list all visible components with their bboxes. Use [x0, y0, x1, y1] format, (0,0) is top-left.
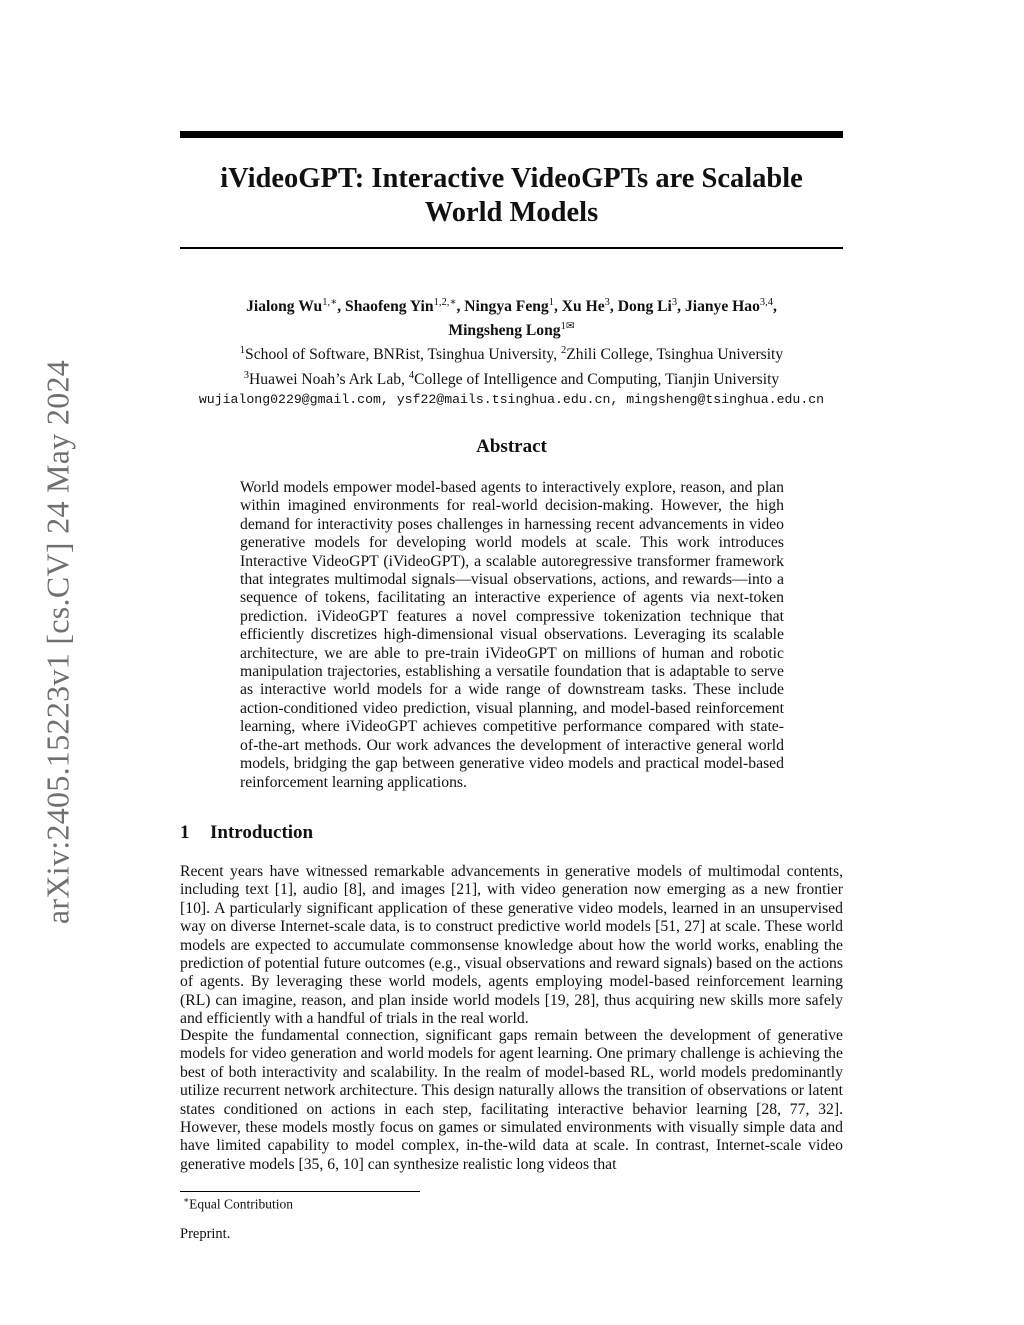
affiliation-mark: 4	[408, 369, 415, 381]
author-name: Jianye Hao	[684, 298, 760, 316]
footnote-rule	[180, 1191, 420, 1192]
author-name: Ningya Feng	[464, 298, 549, 316]
author-affiliation-mark: 3	[604, 297, 610, 308]
introduction-paragraph-2: Despite the fundamental connection, significant gaps remain between the development of generative models for video generation and world models for agent learning. One primary challenge is achieving the best of both interactivity and scalability. In the realm of model-based RL, world models predominantly utilize recurrent network architecture. This design naturally allows the transition of observations or latent states conditioned on actions in each step, facilitating interactive behavior learning [28, 77, 32]. However, these models mostly focus on games or simulated environments with visually simple data and have limited capability to model complex, in-the-wild data at scale. In contrast, Internet-scale video generative models [35, 6, 10] can synthesize realistic long videos that	[180, 1027, 843, 1173]
author-affiliation-mark: 1	[560, 321, 566, 333]
abstract-heading: Abstract	[476, 436, 547, 457]
preprint-label: Preprint.	[180, 1226, 231, 1242]
author-name: Xu He	[561, 298, 605, 316]
author-name: Shaofeng Yin	[345, 298, 434, 316]
arxiv-identifier: arXiv:2405.15223v1 [cs.CV] 24 May 2024	[39, 359, 76, 925]
section-heading-introduction	[180, 822, 313, 844]
envelope-icon: ✉	[565, 321, 575, 333]
affiliation: Huawei Noah’s Ark Lab,	[249, 370, 409, 388]
affiliation-mark: 1	[239, 345, 246, 357]
affiliation-mark: 2	[561, 345, 567, 357]
introduction-paragraph-1: Recent years have witnessed remarkable advancements in generative models of multimodal contents, including text [1], audio [8], and images [21], with video generation now emerging as a new frontier [10]. A particularly significant application of these generative video models, learned in an unsupervised way on diverse Internet-scale data, is to construct predictive world models [51, 27] at scale. These world models are expected to accumulate commonsense knowledge about how the world works, enabling the prediction of potential future outcomes (e.g., visual observations and reward signals) based on the actions of agents. By leveraging these world models, agents employing model-based reinforcement learning (RL) can imagine, reason, and plan inside world models [19, 28], thus acquiring new skills more safely and efficiently with a handful of trials in the real world.	[180, 863, 843, 1028]
author-affiliation-mark: 3,4	[759, 297, 774, 308]
footnote-text: Equal Contribution	[189, 1196, 293, 1212]
affiliation-mark: 3	[243, 369, 250, 381]
author-affiliation-mark: 3	[671, 297, 678, 308]
author-affiliation-mark: 1	[548, 297, 554, 308]
abstract-text: World models empower model-based agents to interactively explore, reason, and plan within imagined environments for real-world decision-making. However, the high demand for interactivity poses challenges in harnessing recent advancements in video generative models for developing world models at scale. This work introduces Interactive VideoGPT (iVideoGPT), a scalable autoregressive transformer framework that integrates multimodal signals—visual observations, actions, and rewards—into a sequence of tokens, facilitating an interactive experience of agents via next-token prediction. iVideoGPT features a novel compressive tokenization technique that efficiently discretizes high-dimensional visual observations. Leveraging its scalable architecture, we are able to pre-train iVideoGPT on millions of human and robotic manipulation trajectories, establishing a versatile foundation that is adaptable to serve as interactive world models for a wide range of downstream tasks. These include action-conditioned video prediction, visual planning, and model-based reinforcement learning, where iVideoGPT achieves competitive performance compared with state-of-the-art methods. Our work advances the development of interactive general world models, bridging the gap between generative video models and practical model-based reinforcement learning applications.	[240, 479, 784, 791]
author-block	[180, 293, 843, 410]
affiliation: College of Intelligence and Computing, Tianjin University	[414, 370, 780, 388]
affiliation: Zhili College, Tsinghua University	[566, 346, 784, 364]
footnote-mark: ∗	[183, 1195, 190, 1205]
section-title: Introduction	[210, 822, 314, 843]
author-names: Jialong $Wu^{1,∗}$, Shaofeng Yin$^{1,2,∗}$, Ningya Feng$^1$, Xu He$^3$, Dong Li$^3$, Jianye Hao$^{3,4}$, Mingsheng Long$^{1✉}$	[246, 297, 777, 340]
author-name: Mingsheng Long	[448, 322, 561, 340]
author-emails: wujialong0229@gmail.com, ysf22@mails.tsinghua.edu.cn, mingsheng@tsinghua.edu.cn	[198, 391, 825, 407]
author-affiliation-mark: 1,2,∗	[433, 297, 457, 308]
section-number: 1	[180, 822, 190, 843]
paper-title	[180, 162, 843, 230]
author-affiliation-mark: 1,∗	[322, 297, 338, 308]
author-name: Dong Li	[617, 298, 672, 316]
affiliation-line-2	[180, 366, 843, 390]
footnote	[183, 1195, 293, 1213]
affiliation-line-1	[180, 341, 843, 365]
affiliation: School of Software, BNRist, Tsinghua University,	[245, 346, 562, 364]
title-line-1: iVideoGPT: Interactive VideoGPTs are Scalable	[220, 163, 803, 194]
title-line-2: World Models	[424, 197, 599, 228]
author-name: Jialong Wu	[246, 298, 323, 316]
title-top-rule	[180, 131, 843, 138]
title-bottom-rule	[180, 247, 843, 249]
